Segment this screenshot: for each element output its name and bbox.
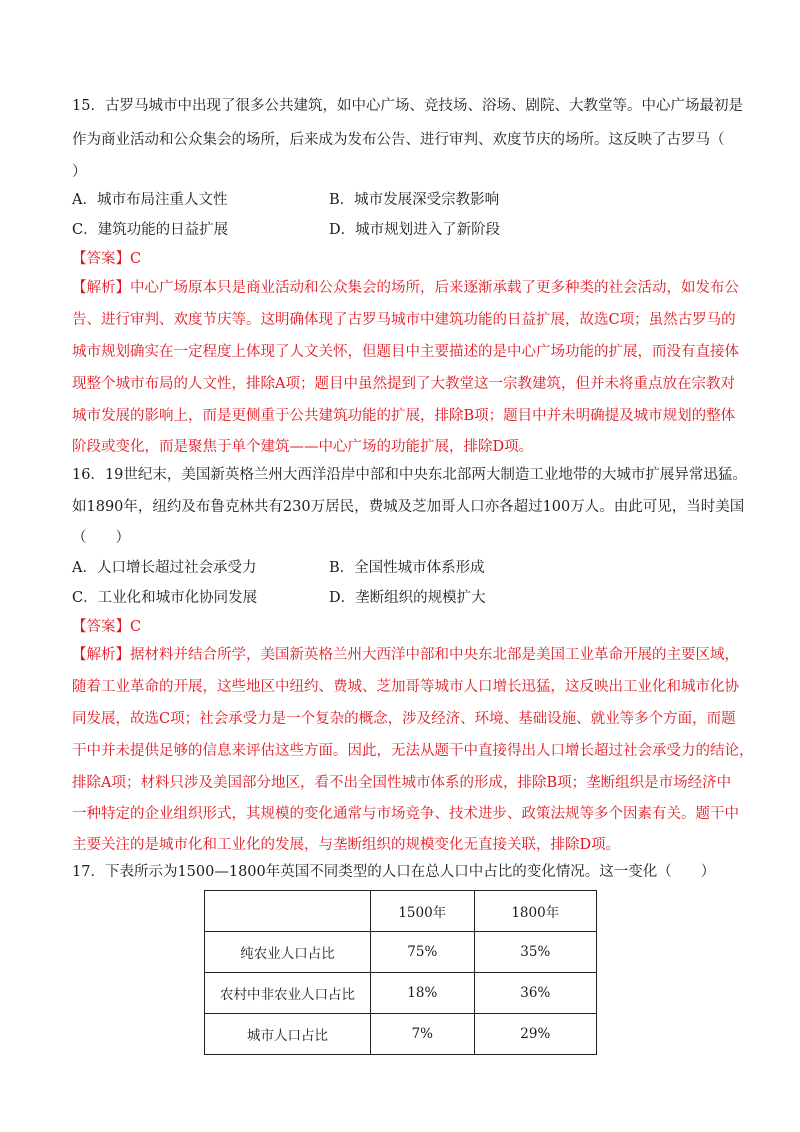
table-cell: 18% [371, 973, 475, 1014]
q15-analysis-line-2: 告、进行审判、欢度节庆等。这明确体现了古罗马城市中建筑功能的日益扩展，故选C项；虽然古罗马的 [72, 312, 736, 328]
table-header-row [205, 891, 597, 932]
table-cell: 城市人口占比 [205, 1014, 371, 1055]
table-cell: 29% [474, 1014, 596, 1055]
q16-stem-line-3: （ ） [72, 530, 130, 546]
q15-analysis-line-5: 城市发展的影响上，而是更侧重于公共建筑功能的扩展，排除B项；题目中并未明确提及城市规划的整体 [72, 408, 736, 424]
table-cell: 纯农业人口占比 [205, 932, 371, 973]
q15-answer: 【答案】C [72, 251, 142, 267]
q15-option-b: B．城市发展深受宗教影响 [329, 192, 500, 208]
q15-option-a: A．城市布局注重人文性 [72, 192, 228, 208]
table-cell: 75% [371, 932, 475, 973]
q16-option-b: B．全国性城市体系形成 [329, 560, 485, 576]
q16-analysis-line-3: 同发展，故选C项；社会承受力是一个复杂的概念，涉及经济、环境、基础设施、就业等多个方面，而题 [72, 711, 736, 727]
q16-option-a: A．人口增长超过社会承受力 [72, 560, 257, 576]
q16-analysis-line-5: 排除A项；材料只涉及美国部分地区，看不出全国性城市体系的形成，排除B项；垄断组织是市场经济中 [72, 775, 732, 791]
table-header-cell: 1800年 [474, 891, 596, 932]
q15-option-d: D．城市规划进入了新阶段 [329, 222, 501, 238]
q16-stem-line-1: 16．19世纪末，美国新英格兰州大西洋沿岸中部和中央东北部两大制造工业地带的大城市扩展异常迅猛。 [72, 467, 747, 483]
table-row [205, 1014, 597, 1055]
table-row [205, 932, 597, 973]
table-cell: 农村中非农业人口占比 [205, 973, 371, 1014]
q16-analysis-line-2: 随着工业革命的开展，这些地区中纽约、费城、芝加哥等城市人口增长迅猛，这反映出工业化和城市化协 [72, 679, 739, 695]
q15-stem-line-2: 作为商业活动和公众集会的场所，后来成为发布公告、进行审判、欢度节庆的场所。这反映了古罗马（ [72, 132, 725, 148]
q16-answer: 【答案】C [72, 619, 142, 635]
table-header-cell: 1500年 [371, 891, 475, 932]
q16-analysis-line-7: 主要关注的是城市化和工业化的发展，与垄断组织的规模变化无直接关联，排除D项。 [72, 837, 621, 853]
q16-option-d: D．垄断组织的规模扩大 [329, 590, 486, 606]
table-row [205, 973, 597, 1014]
q15-option-c: C．建筑功能的日益扩展 [72, 222, 229, 238]
q16-analysis-line-4: 干中并未提供足够的信息来评估这些方面。因此，无法从题干中直接得出人口增长超过社会承受力的结论， [72, 743, 754, 759]
population-table [204, 890, 597, 1055]
table-cell: 7% [371, 1014, 475, 1055]
table-cell: 36% [474, 973, 596, 1014]
table-header-cell [205, 891, 371, 932]
q15-analysis-line-6: 阶段或变化，而是聚焦于单个建筑——中心广场的功能扩展，排除D项。 [72, 439, 534, 455]
q16-analysis-line-1: 【解析】据材料并结合所学，美国新英格兰州大西洋中部和中央东北部是美国工业革命开展的主要区域， [72, 647, 739, 663]
q15-analysis-line-4: 现整个城市布局的人文性，排除A项；题目中虽然提到了大教堂这一宗教建筑，但并未将重点放在宗教对 [72, 376, 735, 392]
q17-stem: 17．下表所示为1500—1800年英国不同类型的人口在总人口中占比的变化情况。这一变化（ ） [72, 864, 716, 880]
q15-stem-line-3: ） [72, 164, 87, 180]
table-cell: 35% [474, 932, 596, 973]
q15-analysis-line-1: 【解析】中心广场原本只是商业活动和公众集会的场所，后来逐渐承载了更多种类的社会活动，如发布公 [72, 280, 739, 296]
q16-stem-line-2: 如1890年，纽约及布鲁克林共有230万居民，费城及芝加哥人口亦各超过100万人。由此可见，当时美国 [72, 499, 745, 515]
q16-option-c: C．工业化和城市化协同发展 [72, 590, 258, 606]
q16-analysis-line-6: 一种特定的企业组织形式，其规模的变化通常与市场竞争、技术进步、政策法规等多个因素有关。题干中 [72, 806, 739, 822]
q15-analysis-line-3: 城市规划确实在一定程度上体现了人文关怀，但题目中主要描述的是中心广场功能的扩展，而没有直接体 [72, 344, 739, 360]
q15-stem-line-1: 15．古罗马城市中出现了很多公共建筑，如中心广场、竞技场、浴场、剧院、大教堂等。中心广场最初是 [72, 98, 743, 114]
